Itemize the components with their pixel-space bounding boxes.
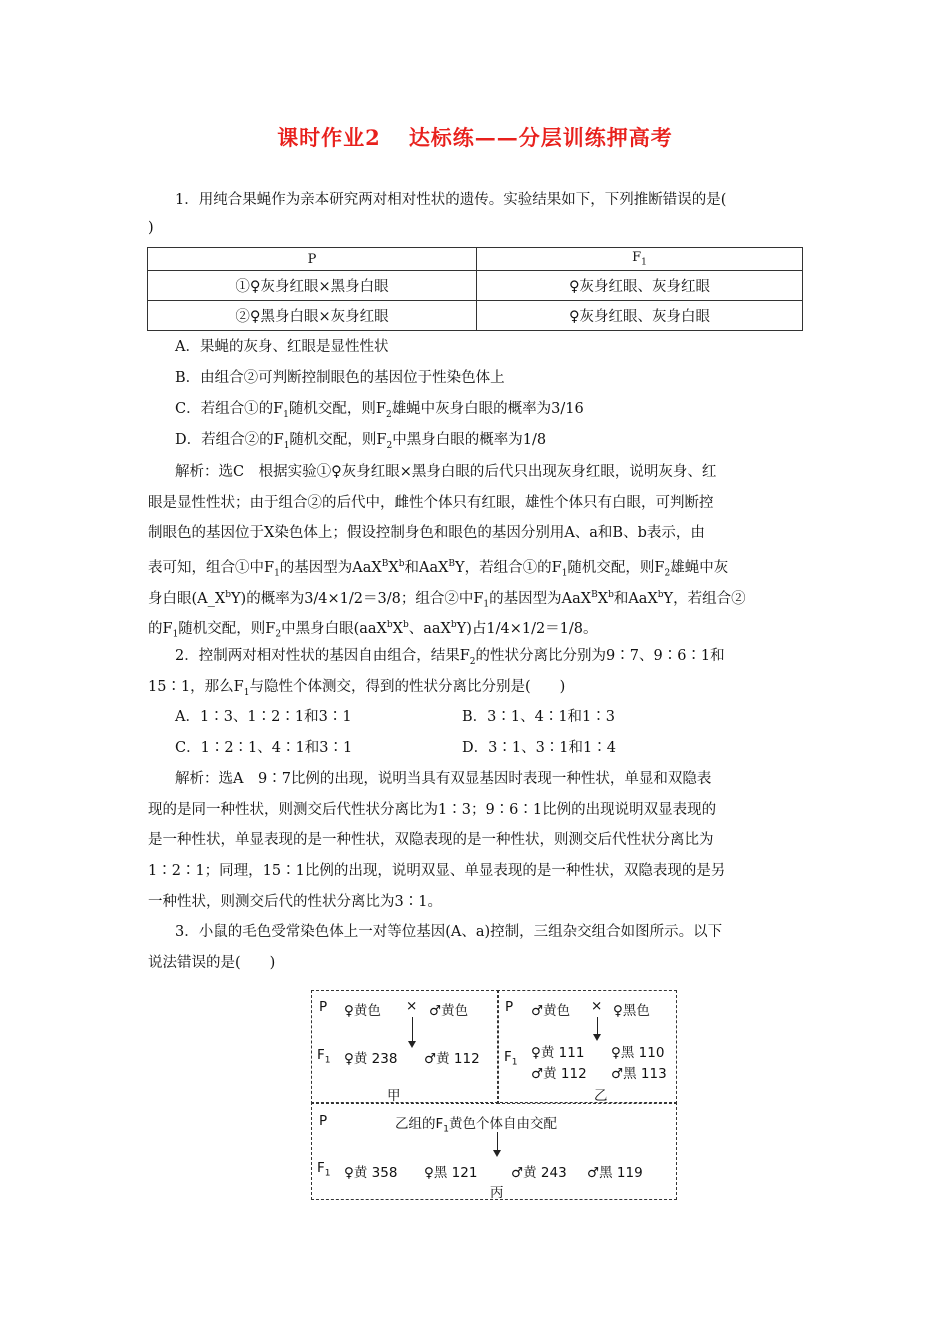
jia-male: ♂黄色 xyxy=(429,1003,469,1019)
q2-option-b: B．3∶1、4∶1和1∶3 xyxy=(462,709,616,725)
bing-p-label: P xyxy=(319,1113,328,1129)
q2-analysis-line: 1∶2∶1；同理，15∶1比例的出现，说明双显、单显表现的是一种性状，双隐表现的是另 xyxy=(148,863,726,879)
table-row xyxy=(148,271,803,301)
jia-female: ♀黄色 xyxy=(344,1003,381,1019)
bing-result-2: ♀黑 121 xyxy=(424,1165,478,1181)
jia-arrow xyxy=(412,1017,413,1042)
jia-f1-label: $F_1$ xyxy=(317,1047,331,1066)
table-cell: ①♀灰身红眼×黑身白眼 xyxy=(148,271,477,301)
q1-analysis-line: 的$F_1$随机交配，则$F_2$中黑身白眼($aaX^bX^b$、aaX$^b$Y)占1/4×1/2＝1/8。 xyxy=(148,620,598,640)
q2-analysis-line: 一种性状，则测交后代的性状分离比为3∶1。 xyxy=(148,894,442,910)
title-part-1: 课时作业2 xyxy=(277,125,381,150)
q2-analysis-line: 解析：选A 9∶7比例的出现，说明当具有双显基因时表现一种性状，单显和双隐表 xyxy=(175,771,712,787)
q1-table xyxy=(147,247,803,331)
title-part-2: 达标练——分层训练押高考 xyxy=(408,125,673,150)
yi-label: 乙 xyxy=(594,1088,608,1104)
q1-option-c: C．若组合①的$F_1$随机交配，则$F_2$雄蝇中灰身白眼的概率为3/16 xyxy=(175,401,584,420)
q1-analysis-line: 表可知，组合①中$F_1$的基因型为$AaX^BX^b$和AaX$^B$Y，若组合①的$F_1$随机交配，则$F_2$雄蝇中灰 xyxy=(148,559,729,579)
bing-result-3: ♂黄 243 xyxy=(511,1165,567,1181)
table-row xyxy=(148,301,803,331)
jia-p-label: P xyxy=(319,999,328,1015)
yi-f1-label: $F_1$ xyxy=(504,1049,518,1068)
q1-analysis-line: 眼是显性性状；由于组合②的后代中，雌性个体只有红眼，雄性个体只有白眼，可判断控 xyxy=(148,495,714,511)
yi-result-1: ♀黄 111 xyxy=(531,1045,585,1061)
bing-f1-label: $F_1$ xyxy=(317,1160,331,1179)
q1-option-b: B．由组合②可判断控制眼色的基因位于性染色体上 xyxy=(175,370,505,386)
q1-stem-line-1: 1．用纯合果蝇作为亲本研究两对相对性状的遗传。实验结果如下，下列推断错误的是( xyxy=(175,192,727,208)
table-cell: ♀灰身红眼、灰身白眼 xyxy=(477,301,803,331)
bing-label: 丙 xyxy=(490,1185,504,1201)
yi-male: ♂黄色 xyxy=(531,1003,571,1019)
q2-stem-line-2: 15∶1，那么$F_1$与隐性个体测交，得到的性状分离比分别是( ) xyxy=(148,679,566,698)
q2-option-a: A．1∶3、1∶2∶1和3∶1 xyxy=(175,709,352,725)
bing-description: 乙组的$F_1$黄色个体自由交配 xyxy=(395,1116,557,1135)
q1-option-d: D．若组合②的$F_1$随机交配，则$F_2$中黑身白眼的概率为1/8 xyxy=(175,432,547,451)
q1-stem-line-2: ) xyxy=(148,220,154,236)
table-cell: ②♀黑身白眼×灰身红眼 xyxy=(148,301,477,331)
yi-arrow xyxy=(597,1017,598,1035)
jia-result-1: ♀黄 238 xyxy=(344,1051,398,1067)
bing-arrow xyxy=(497,1132,498,1151)
table-cell: ♀灰身红眼、灰身红眼 xyxy=(477,271,803,301)
cross-diagram xyxy=(311,990,677,1200)
q2-stem-line-1: 2．控制两对相对性状的基因自由组合，结果$F_2$的性状分离比分别为9∶7、9∶6∶1和 xyxy=(175,648,725,667)
q1-analysis-line: 制眼色的基因位于X染色体上；假设控制身色和眼色的基因分别用A、a和B、b表示，由 xyxy=(148,525,705,541)
q2-analysis-line: 是一种性状，单显表现的是一种性状，双隐表现的是一种性状，则测交后代性状分离比为 xyxy=(148,832,714,848)
q2-analysis-line: 现的是同一种性状，则测交后代性状分离比为1∶3；9∶6∶1比例的出现说明双显表现的 xyxy=(148,802,717,818)
q1-analysis-line: 身白眼$(A\_X^bY)$的概率为3/4×1/2＝3/8；组合②中$F_1$的基因型为$AaX^BX^b$和AaX$^b$Y，若组合② xyxy=(148,590,746,610)
jia-result-2: ♂黄 112 xyxy=(424,1051,480,1067)
q2-option-d: D．3∶1、3∶1和1∶4 xyxy=(462,740,616,756)
yi-cross-symbol: × xyxy=(591,998,603,1014)
jia-cross-symbol: × xyxy=(406,998,418,1014)
table-header-f1: $F_1$ xyxy=(477,248,803,271)
yi-result-4: ♂黑 113 xyxy=(611,1066,667,1082)
yi-result-3: ♂黄 112 xyxy=(531,1066,587,1082)
table-header-p: P xyxy=(148,248,477,271)
bing-result-4: ♂黑 119 xyxy=(587,1165,643,1181)
q3-stem-line-2: 说法错误的是( ) xyxy=(148,955,276,971)
yi-female: ♀黑色 xyxy=(613,1003,650,1019)
yi-p-label: P xyxy=(505,999,514,1015)
q3-stem-line-1: 3．小鼠的毛色受常染色体上一对等位基因(A、a)控制，三组杂交组合如图所示。以下 xyxy=(175,924,723,940)
q1-option-a: A．果蝇的灰身、红眼是显性性状 xyxy=(175,339,389,355)
q2-option-c: C．1∶2∶1、4∶1和3∶1 xyxy=(175,740,353,756)
page-title xyxy=(0,122,950,152)
bing-result-1: ♀黄 358 xyxy=(344,1165,398,1181)
q1-analysis-line: 解析：选C 根据实验①♀灰身红眼×黑身白眼的后代只出现灰身红眼，说明灰身、红 xyxy=(175,464,717,480)
jia-label: 甲 xyxy=(387,1088,401,1104)
yi-result-2: ♀黑 110 xyxy=(611,1045,665,1061)
